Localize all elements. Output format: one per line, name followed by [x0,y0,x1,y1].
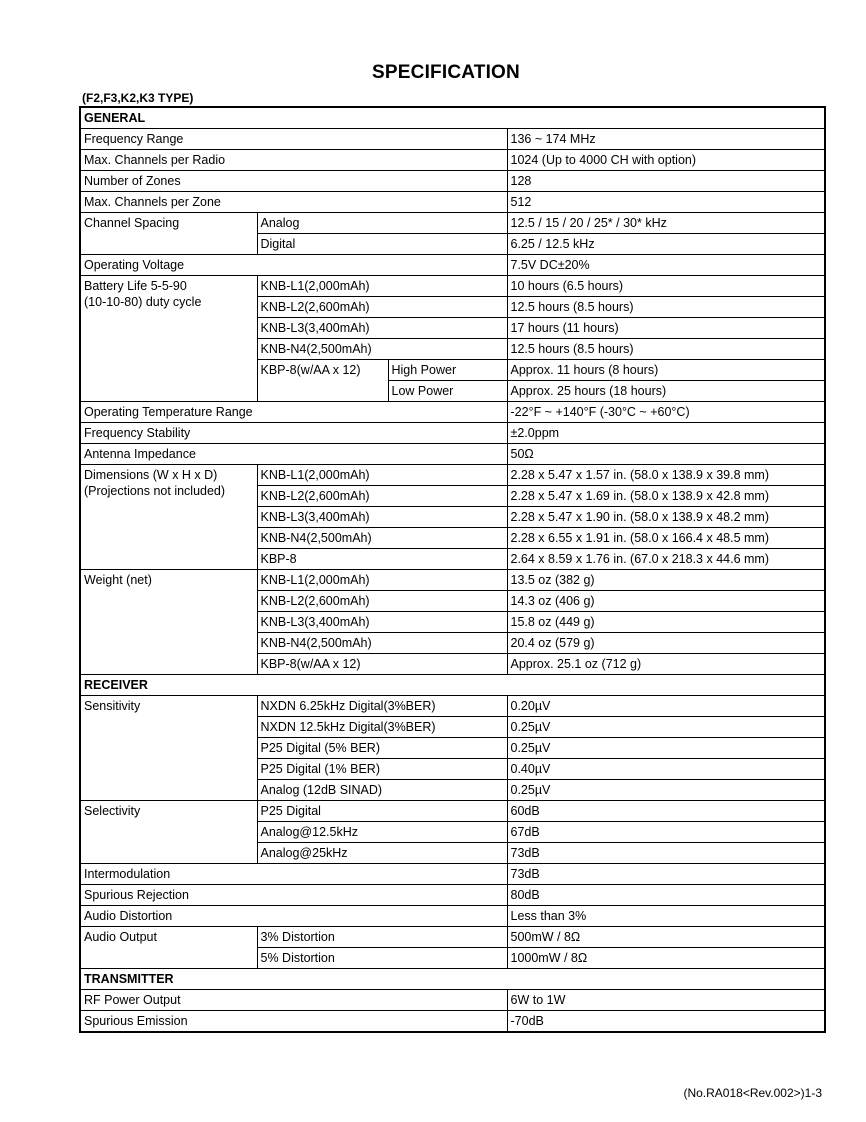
spec-value: 6W to 1W [507,990,825,1011]
spec-value: ±2.0ppm [507,423,825,444]
battery-label-line2: (10-10-80) duty cycle [84,295,202,309]
table-row [80,276,825,297]
spec-sublabel: KNB-L2(2,600mAh) [257,297,507,318]
spec-value: 50Ω [507,444,825,465]
spec-sublabel: 5% Distortion [257,948,507,969]
spec-sublabel: KNB-L3(3,400mAh) [257,612,507,633]
spec-sublabel: KNB-N4(2,500mAh) [257,339,507,360]
spec-label: Intermodulation [80,864,507,885]
spec-power-label: Low Power [388,381,507,402]
spec-sublabel: P25 Digital (1% BER) [257,759,507,780]
spec-value: 14.3 oz (406 g) [507,591,825,612]
battery-label-line1: Battery Life 5-5-90 [84,279,187,293]
spec-label: Antenna Impedance [80,444,507,465]
spec-label-battery-life [80,276,257,402]
table-row [80,255,825,276]
table-row [80,171,825,192]
spec-value: 0.40µV [507,759,825,780]
spec-value: 1000mW / 8Ω [507,948,825,969]
spec-sublabel: KNB-L1(2,000mAh) [257,276,507,297]
spec-label: Frequency Stability [80,423,507,444]
spec-sublabel: KNB-L1(2,000mAh) [257,465,507,486]
spec-sublabel: Analog@12.5kHz [257,822,507,843]
spec-sublabel: Analog [257,213,507,234]
spec-label: Max. Channels per Zone [80,192,507,213]
section-header-row [80,675,825,696]
spec-value: 2.28 x 5.47 x 1.90 in. (58.0 x 138.9 x 48.2 mm) [507,507,825,528]
spec-sublabel: KNB-L1(2,000mAh) [257,570,507,591]
table-row [80,129,825,150]
table-row [80,990,825,1011]
transmitter-header: TRANSMITTER [80,969,825,990]
spec-value: -70dB [507,1011,825,1033]
spec-label: Spurious Emission [80,1011,507,1033]
table-row [80,465,825,486]
spec-value: 60dB [507,801,825,822]
table-row [80,696,825,717]
spec-value: Approx. 11 hours (8 hours) [507,360,825,381]
table-row [80,150,825,171]
spec-label: Channel Spacing [80,213,257,255]
spec-sublabel: KNB-L2(2,600mAh) [257,486,507,507]
spec-value: Approx. 25 hours (18 hours) [507,381,825,402]
table-row [80,444,825,465]
receiver-header: RECEIVER [80,675,825,696]
spec-value: 0.20µV [507,696,825,717]
section-header-row [80,107,825,129]
spec-value: 6.25 / 12.5 kHz [507,234,825,255]
dimensions-label-line1: Dimensions (W x H x D) [84,468,218,482]
spec-power-label: High Power [388,360,507,381]
spec-value: 1024 (Up to 4000 CH with option) [507,150,825,171]
spec-value: 0.25µV [507,717,825,738]
spec-label: Number of Zones [80,171,507,192]
spec-label: Weight (net) [80,570,257,675]
spec-sublabel: P25 Digital [257,801,507,822]
table-row [80,927,825,948]
spec-sublabel: KBP-8(w/AA x 12) [257,654,507,675]
spec-sublabel: KNB-N4(2,500mAh) [257,633,507,654]
table-row [80,213,825,234]
spec-value: 12.5 / 15 / 20 / 25* / 30* kHz [507,213,825,234]
spec-sublabel: 3% Distortion [257,927,507,948]
spec-sublabel: NXDN 6.25kHz Digital(3%BER) [257,696,507,717]
spec-value: 13.5 oz (382 g) [507,570,825,591]
spec-value: 0.25µV [507,780,825,801]
dimensions-label-line2: (Projections not included) [84,484,226,498]
spec-sublabel: KNB-L3(3,400mAh) [257,318,507,339]
spec-value: 80dB [507,885,825,906]
spec-value: 2.28 x 5.47 x 1.57 in. (58.0 x 138.9 x 39.8 mm) [507,465,825,486]
spec-label: Frequency Range [80,129,507,150]
spec-value: 128 [507,171,825,192]
spec-sublabel: Analog@25kHz [257,843,507,864]
spec-value: 17 hours (11 hours) [507,318,825,339]
spec-value: 10 hours (6.5 hours) [507,276,825,297]
spec-value: 2.28 x 6.55 x 1.91 in. (58.0 x 166.4 x 48.5 mm) [507,528,825,549]
spec-value: 500mW / 8Ω [507,927,825,948]
spec-value: 15.8 oz (449 g) [507,612,825,633]
spec-label: Selectivity [80,801,257,864]
page-footer: (No.RA018<Rev.002>)1-3 [683,1086,822,1100]
spec-sublabel: Digital [257,234,507,255]
spec-value: 512 [507,192,825,213]
table-row [80,1011,825,1033]
spec-value: 20.4 oz (579 g) [507,633,825,654]
spec-value: 136 ~ 174 MHz [507,129,825,150]
specification-table [79,106,826,1033]
spec-sublabel: KBP-8 [257,549,507,570]
section-header-row [80,969,825,990]
spec-label: Operating Voltage [80,255,507,276]
spec-label: Sensitivity [80,696,257,801]
spec-value: 7.5V DC±20% [507,255,825,276]
spec-sublabel: NXDN 12.5kHz Digital(3%BER) [257,717,507,738]
spec-value: 73dB [507,843,825,864]
spec-label: Operating Temperature Range [80,402,507,423]
spec-sublabel: P25 Digital (5% BER) [257,738,507,759]
table-row [80,192,825,213]
spec-value: 2.64 x 8.59 x 1.76 in. (67.0 x 218.3 x 44.6 mm) [507,549,825,570]
spec-value: -22°F ~ +140°F (-30°C ~ +60°C) [507,402,825,423]
general-header: GENERAL [80,107,825,129]
page-title: SPECIFICATION [372,62,520,83]
spec-value: 12.5 hours (8.5 hours) [507,297,825,318]
table-row [80,402,825,423]
table-row [80,906,825,927]
table-row [80,885,825,906]
spec-value: 2.28 x 5.47 x 1.69 in. (58.0 x 138.9 x 42.8 mm) [507,486,825,507]
spec-value: Approx. 25.1 oz (712 g) [507,654,825,675]
spec-value: 73dB [507,864,825,885]
spec-label: Max. Channels per Radio [80,150,507,171]
model-type-label: (F2,F3,K2,K3 TYPE) [82,91,194,105]
spec-sublabel: KNB-L2(2,600mAh) [257,591,507,612]
spec-label: Audio Output [80,927,257,969]
spec-sublabel: KNB-L3(3,400mAh) [257,507,507,528]
spec-label: RF Power Output [80,990,507,1011]
spec-sublabel: Analog (12dB SINAD) [257,780,507,801]
table-row [80,423,825,444]
table-row [80,864,825,885]
spec-label: Audio Distortion [80,906,507,927]
table-row [80,570,825,591]
spec-sublabel: KBP-8(w/AA x 12) [257,360,388,402]
spec-value: 67dB [507,822,825,843]
spec-value: 0.25µV [507,738,825,759]
spec-label-dimensions [80,465,257,570]
spec-sublabel: KNB-N4(2,500mAh) [257,528,507,549]
table-row [80,801,825,822]
spec-label: Spurious Rejection [80,885,507,906]
spec-value: 12.5 hours (8.5 hours) [507,339,825,360]
spec-value: Less than 3% [507,906,825,927]
